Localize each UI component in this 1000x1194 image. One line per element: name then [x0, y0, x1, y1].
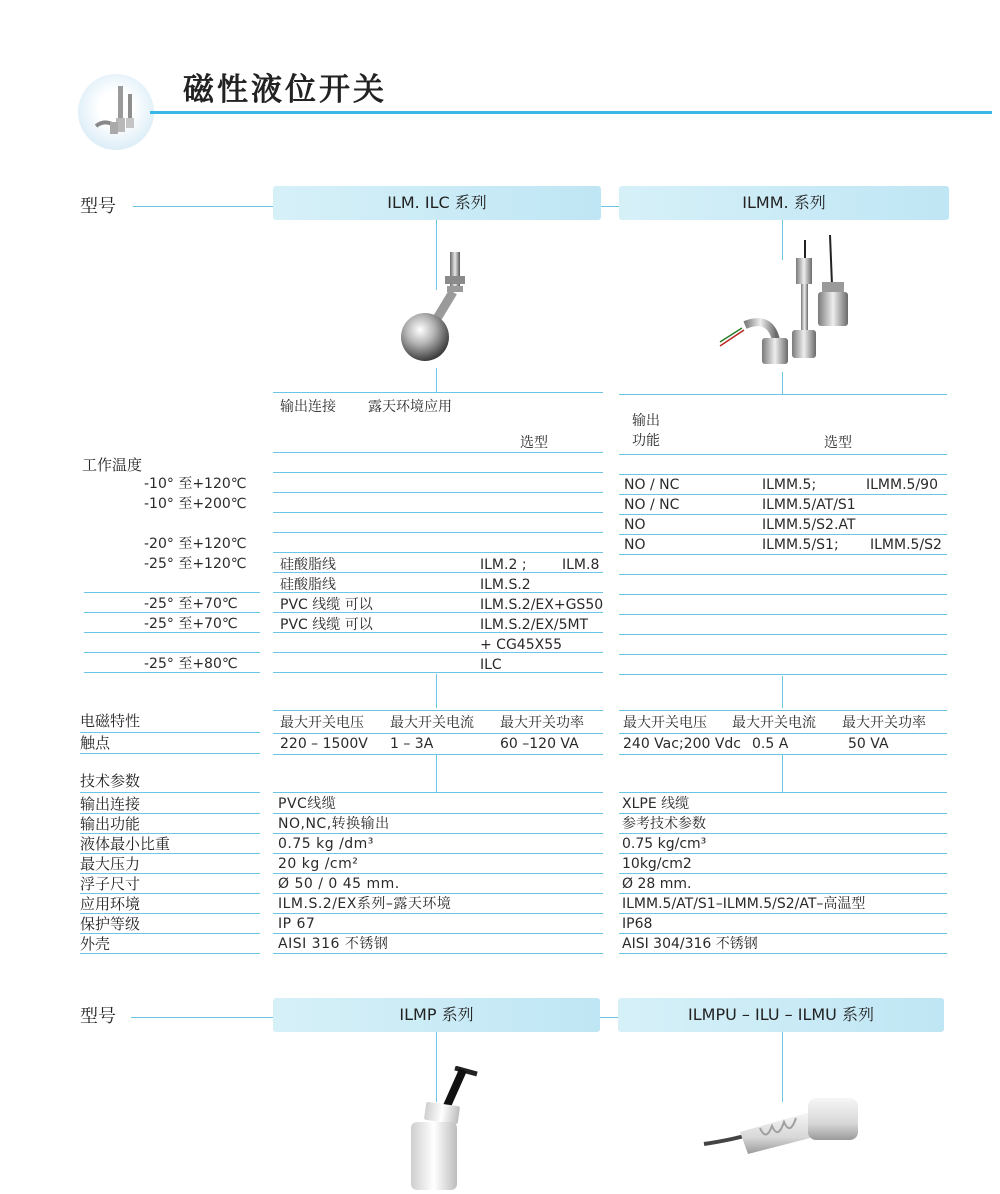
- model-leader-line: [133, 206, 275, 207]
- tech-a-rule-6: [273, 913, 603, 914]
- col-b-max-voltage: 240 Vac;200 Vdc: [623, 736, 741, 752]
- col-b-elec-rule-top: [619, 710, 947, 711]
- col-a-row3-model: ILM.S.2/EX+GS50: [480, 597, 604, 613]
- title-rule: [150, 111, 992, 114]
- col-b-rule-2: [619, 474, 947, 475]
- tech-a-rule-1: [273, 813, 603, 814]
- col-b-max-current-header: 最大开关电流: [732, 715, 816, 731]
- tech-b-rule-7: [619, 933, 947, 934]
- col-a-max-power: 60 –120 VA: [500, 736, 579, 752]
- contact-label-rule: [80, 753, 260, 754]
- col-a-row4-model: ILM.S.2/EX/5MT: [480, 617, 589, 633]
- col-b-select-header: 选型: [824, 435, 852, 451]
- col-b-output-function: 参考技术参数: [622, 816, 706, 832]
- temp-range-2: -10° 至+200℃: [144, 496, 247, 512]
- col-a-row4-cable: PVC 线缆 可以: [280, 617, 373, 633]
- ilmpu-float-switch-image: [700, 1082, 870, 1168]
- connector-a-elec: [436, 674, 437, 708]
- tech-left-rule-5: [80, 893, 260, 894]
- tech-a-rule-0: [273, 792, 603, 793]
- col-b-row4-model: ILMM.5/S1;: [762, 537, 839, 553]
- col-a-row2-model: ILM.S.2: [480, 577, 531, 593]
- col-b-elec-rule-bottom: [619, 754, 947, 755]
- temp-range-7: -25° 至+80℃: [144, 656, 238, 672]
- temp-range-5: -25° 至+70℃: [144, 596, 238, 612]
- connector-b-elec: [782, 676, 783, 708]
- tech-b-rule-3: [619, 853, 947, 854]
- col-a-rule-1: [273, 452, 603, 453]
- col-b-protection: IP68: [622, 916, 653, 932]
- contact-label: 触点: [80, 734, 111, 752]
- col-b-elec-rule-mid: [619, 733, 947, 734]
- col-a-max-current-header: 最大开关电流: [390, 715, 474, 731]
- col-a-output-function: NO,NC,转换输出: [278, 816, 390, 832]
- col-b-row3-func: NO: [624, 517, 646, 533]
- tech-label-max-pressure: 最大压力: [80, 855, 141, 873]
- col-b-max-current: 0.5 A: [752, 736, 789, 752]
- col-a-row5-model: + CG45X55: [480, 637, 563, 653]
- tech-a-rule-5: [273, 893, 603, 894]
- col-b-row4-model2: ILMM.5/S2: [870, 537, 942, 553]
- col-a-rule-5: [273, 532, 603, 533]
- col-b-row1-func: NO / NC: [624, 477, 680, 493]
- col-a-rule-2: [273, 472, 603, 473]
- tech-a-rule-7: [273, 933, 603, 934]
- col-b-rule-top: [619, 394, 947, 395]
- col-a-elec-rule-mid: [273, 733, 603, 734]
- col-b-housing: AISI 304/316 不锈钢: [622, 936, 758, 952]
- tech-left-rule-7: [80, 933, 260, 934]
- tech-left-rule-3: [80, 853, 260, 854]
- col-a-row6-model: ILC: [480, 657, 502, 673]
- tech-label-float-size: 浮子尺寸: [80, 875, 141, 893]
- series-header-ilmpu: ILMPU – ILU – ILMU 系列: [618, 998, 944, 1032]
- col-b-max-pressure: 10kg/cm2: [622, 856, 692, 872]
- tech-b-rule-5: [619, 893, 947, 894]
- temp-range-3: -20° 至+120℃: [144, 536, 247, 552]
- col-b-rule-9: [619, 614, 947, 615]
- tech-a-rule-3: [273, 853, 603, 854]
- col-b-output-header-2: 功能: [632, 433, 660, 449]
- col-b-float-size: Ø 28 mm.: [622, 876, 692, 892]
- series-connector-line-2: [600, 1017, 618, 1018]
- series-header-ilmp: ILMP 系列: [273, 998, 600, 1032]
- tech-label-output-function: 输出功能: [80, 815, 141, 833]
- col-b-rule-11: [619, 654, 947, 655]
- elec-label-rule: [80, 732, 260, 733]
- ilm-float-switch-image: [390, 252, 480, 367]
- tech-a-rule-4: [273, 873, 603, 874]
- tech-left-rule-2: [80, 833, 260, 834]
- tech-b-rule-6: [619, 913, 947, 914]
- col-b-rule-3: [619, 494, 947, 495]
- model-label: 型号: [80, 196, 116, 217]
- col-a-max-power-header: 最大开关功率: [500, 715, 584, 731]
- ilmm-float-switch-image: [700, 230, 870, 375]
- col-b-max-power: 50 VA: [848, 736, 889, 752]
- temp-rule-b: [84, 612, 260, 613]
- working-temperature-label: 工作温度: [82, 456, 143, 474]
- col-b-rule-8: [619, 594, 947, 595]
- model-leader-line-2: [131, 1017, 275, 1018]
- tech-left-rule-8: [80, 953, 260, 954]
- tech-b-rule-4: [619, 873, 947, 874]
- temp-rule-a: [84, 592, 260, 593]
- col-b-row4-func: NO: [624, 537, 646, 553]
- tech-left-rule-1: [80, 813, 260, 814]
- tech-label-output-connection: 输出连接: [80, 795, 141, 813]
- col-b-rule-6: [619, 554, 947, 555]
- col-a-elec-rule-top: [273, 710, 603, 711]
- col-a-output-header: 输出连接: [280, 399, 336, 415]
- col-a-max-current: 1 – 3A: [390, 736, 434, 752]
- tech-left-rule-4: [80, 873, 260, 874]
- electromagnetic-label: 电磁特性: [80, 712, 141, 730]
- col-a-output-connection: PVC线缆: [278, 796, 337, 812]
- col-b-rule-1: [619, 454, 947, 455]
- tech-a-rule-2: [273, 833, 603, 834]
- connector-b-tech: [782, 754, 783, 792]
- col-a-rule-6: [273, 552, 603, 553]
- tech-b-rule-1: [619, 813, 947, 814]
- series-header-ilm-ilc: ILM. ILC 系列: [273, 186, 601, 220]
- col-a-row2-cable: 硅酸脂线: [280, 577, 336, 593]
- col-a-rule-4: [273, 512, 603, 513]
- col-a-row3-cable: PVC 线缆 可以: [280, 597, 373, 613]
- col-b-rule-12: [619, 674, 947, 675]
- temp-rule-e: [84, 672, 260, 673]
- tech-b-rule-2: [619, 833, 947, 834]
- col-a-max-voltage: 220 – 1500V: [280, 736, 368, 752]
- col-a-row1-model: ILM.2 ;: [480, 557, 527, 573]
- temp-rule-d: [84, 652, 260, 653]
- ilmp-float-switch-image: [395, 1066, 485, 1190]
- col-a-rule-12: [273, 672, 603, 673]
- col-b-row3-model: ILMM.5/S2.AT: [762, 517, 856, 533]
- tech-left-rule-0: [80, 792, 260, 793]
- col-b-rule-10: [619, 634, 947, 635]
- temp-range-6: -25° 至+70℃: [144, 616, 238, 632]
- connector-b-bottom: [782, 372, 783, 394]
- connector-a-tech: [436, 754, 437, 792]
- tech-label-application: 应用环境: [80, 895, 141, 913]
- connector-a-bottom: [436, 368, 437, 392]
- temp-range-4: -25° 至+120℃: [144, 556, 247, 572]
- col-b-max-power-header: 最大开关功率: [842, 715, 926, 731]
- col-b-row2-model: ILMM.5/AT/S1: [762, 497, 856, 513]
- tech-left-rule-6: [80, 913, 260, 914]
- tech-label-min-density: 液体最小比重: [80, 835, 171, 853]
- col-b-rule-5: [619, 534, 947, 535]
- col-a-elec-rule-bottom: [273, 754, 603, 755]
- temp-rule-c: [84, 632, 260, 633]
- col-a-env-header: 露天环境应用: [368, 399, 452, 415]
- model-label-2: 型号: [80, 1006, 116, 1027]
- product-logo-badge: [78, 74, 154, 150]
- col-a-float-size: Ø 50 / 0 45 mm.: [278, 876, 400, 892]
- temp-range-1: -10° 至+120℃: [144, 476, 247, 492]
- col-a-max-pressure: 20 kg /cm²: [278, 856, 359, 872]
- col-b-rule-4: [619, 514, 947, 515]
- series-connector-line: [601, 206, 619, 207]
- tech-b-rule-0: [619, 792, 947, 793]
- col-b-row1-model: ILMM.5;: [762, 477, 817, 493]
- col-a-protection: IP 67: [278, 916, 316, 932]
- col-a-select-header: 选型: [520, 435, 548, 451]
- col-a-max-voltage-header: 最大开关电压: [280, 715, 364, 731]
- col-b-max-voltage-header: 最大开关电压: [623, 715, 707, 731]
- series-header-ilmm: ILMM. 系列: [619, 186, 949, 220]
- col-a-rule-top: [273, 392, 603, 393]
- col-a-rule-3: [273, 492, 603, 493]
- tech-a-rule-8: [273, 953, 603, 954]
- col-b-application: ILMM.5/AT/S1–ILMM.5/S2/AT–高温型: [622, 896, 866, 912]
- tech-b-rule-8: [619, 953, 947, 954]
- technical-parameters-label: 技术参数: [80, 772, 141, 790]
- col-b-output-connection: XLPE 线缆: [622, 796, 690, 812]
- col-a-row1-model2: ILM.8: [562, 557, 600, 573]
- col-a-min-density: 0.75 kg /dm³: [278, 836, 374, 852]
- tech-label-protection: 保护等级: [80, 915, 141, 933]
- page-title: 磁性液位开关: [183, 72, 387, 108]
- tech-label-housing: 外壳: [80, 935, 111, 953]
- col-b-row1-model2: ILMM.5/90: [866, 477, 938, 493]
- col-a-housing: AISI 316 不锈钢: [278, 936, 389, 952]
- col-a-row1-cable: 硅酸脂线: [280, 557, 336, 573]
- col-b-min-density: 0.75 kg/cm³: [622, 836, 707, 852]
- col-a-application: ILM.S.2/EX系列–露天环境: [278, 896, 452, 912]
- float-switch-icon: [78, 74, 154, 150]
- col-b-output-header-1: 输出: [632, 413, 660, 429]
- col-b-rule-7: [619, 574, 947, 575]
- col-b-row2-func: NO / NC: [624, 497, 680, 513]
